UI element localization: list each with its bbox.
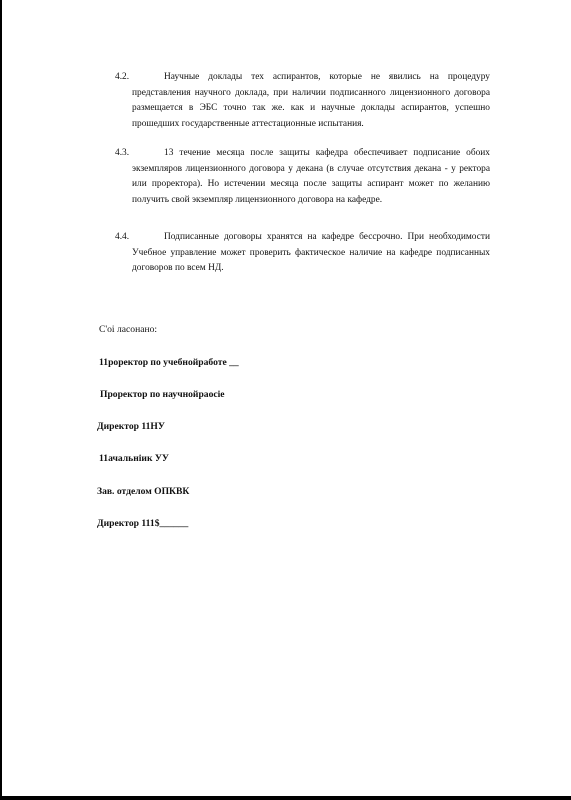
- clause-4-3: [115, 146, 490, 208]
- clause-text: Подписанные договоры хранятся на кафедре бессрочно. При необходимости Учебное управление может проверить фактическое наличие на кафедре подписанных договоров по всем НД.: [132, 232, 490, 273]
- approval-line-head-uu: 11ачальніик УУ: [99, 453, 169, 464]
- clause-4-2: [115, 70, 490, 132]
- approval-line-director-1: Директор 11НУ: [97, 421, 165, 432]
- approval-line-vice-rector-education: 11роректор по учебнойработе __: [99, 357, 239, 368]
- clause-number: 4.4.: [115, 232, 130, 242]
- clause-text: Научные доклады тех аспирантов, которые не явились на процедуру представления научного доклада, при наличии подписанного лицензионного договора размещается в ЭБС точно так же. как и научные доклады аспирантов, успешно прошедших государственные аттестационные испытания.: [132, 72, 490, 129]
- clause-number: 4.2.: [115, 72, 130, 82]
- approval-line-director-2: Директор 111$______: [97, 518, 189, 529]
- approval-heading: С'оі ласонано:: [99, 324, 158, 335]
- approval-line-head-opkvk: Зав. отделом ОПКВК: [97, 486, 190, 497]
- clause-number: 4.3.: [115, 148, 130, 158]
- clause-4-4: [115, 230, 490, 277]
- approval-line-vice-rector-science: Проректор по научнойраосіе: [100, 389, 225, 400]
- clause-text: 13 течение месяца после защиты кафедра обеспечивает подписание обоих экземпляров лицензионного договора у декана (в случае отсутствия декана - у ректора или проректора). Но истечении месяца после защиты аспирант может по желанию получить свой экземпляр лицензионного договора на кафедре.: [132, 148, 490, 205]
